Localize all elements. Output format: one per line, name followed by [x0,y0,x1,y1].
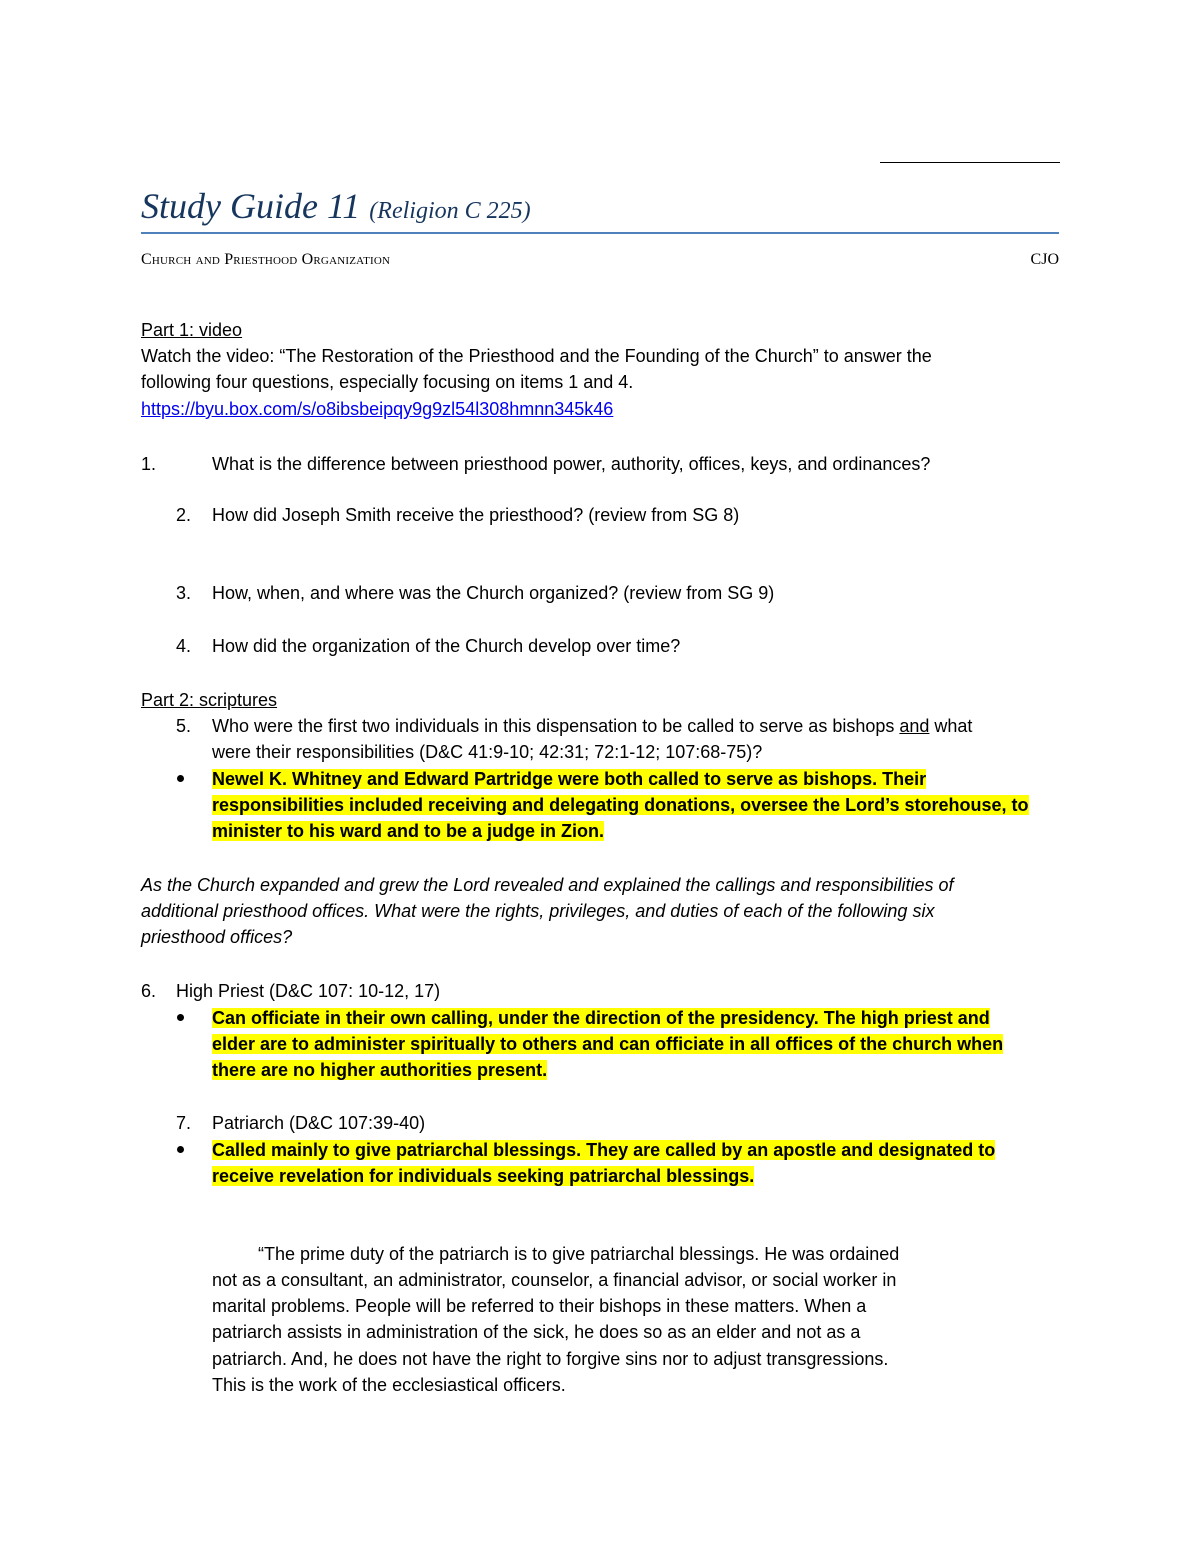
answer-line [212,1033,1003,1055]
answer-line [212,820,604,842]
quote-line: “The prime duty of the patriarch is to give patriarchal blessings. He was ordained [258,1244,900,1264]
answer-line [212,1139,995,1161]
part1-label: Part 1: video [141,320,243,340]
question-number: 3. [176,583,192,603]
question-text: were their responsibilities (D&C 41:9-10; 42:31; 72:1-12; 107:68-75)? [212,742,763,762]
answer-line [212,794,1029,816]
answer-highlight: Called mainly to give patriarchal blessings. They are called by an apostle and designated to [212,1140,996,1160]
intro-line: additional priesthood offices. What were the rights, privileges, and duties of each of the following six [141,901,935,921]
question-number: 6. [141,981,157,1001]
answer-highlight: elder are to administer spiritually to others and can officiate in all offices of the church when [212,1034,1004,1054]
quote-line: This is the work of the ecclesiastical officers. [212,1375,566,1395]
answer-highlight: receive revelation for individuals seeking patriarchal blessings. [212,1166,755,1186]
page-title [141,184,531,233]
answer-highlight: Newel K. Whitney and Edward Partridge were both called to serve as bishops. Their [212,769,927,789]
answer-line [212,1165,754,1187]
quote-line: patriarch assists in administration of the sick, he does so as an elder and not as a [212,1322,861,1342]
question-text: How did Joseph Smith receive the priesthood? (review from SG 8) [212,505,740,525]
question-text [212,715,972,737]
question-number: 4. [176,636,192,656]
section-heading: Church and Priesthood Organization [141,251,391,268]
question-number: 7. [176,1113,192,1133]
part1-instruction-line: Watch the video: “The Restoration of the Priesthood and the Founding of the Church” to answer the [141,346,932,366]
author-initials: CJO [1030,251,1059,268]
answer-line [212,768,926,790]
video-link[interactable]: https://byu.box.com/s/o8ibsbeipqy9g9zl54l308hmnn345k46 [141,399,614,419]
quote-line: marital problems. People will be referred to their bishops in these matters. When a [212,1296,867,1316]
q5-text-underlined: and [899,716,930,736]
question-number: 5. [176,716,192,736]
question-text: What is the difference between priesthood power, authority, offices, keys, and ordinances? [212,454,931,474]
intro-line: As the Church expanded and grew the Lord revealed and explained the callings and responsibilities of [141,875,954,895]
title-main: Study Guide 11 [141,186,361,226]
intro-line: priesthood offices? [141,927,293,947]
question-text: How, when, and where was the Church organized? (review from SG 9) [212,583,775,603]
bullet-icon [177,1014,184,1021]
question-text: Patriarch (D&C 107:39-40) [212,1113,426,1133]
question-number: 2. [176,505,192,525]
quote-line: not as a consultant, an administrator, counselor, a financial advisor, or social worker in [212,1270,897,1290]
part1-instruction-line: following four questions, especially focusing on items 1 and 4. [141,372,634,392]
part2-label: Part 2: scriptures [141,690,278,710]
answer-line [212,1007,990,1029]
quote-line: patriarch. And, he does not have the right to forgive sins nor to adjust transgressions. [212,1349,889,1369]
title-divider [141,232,1059,234]
title-subtitle: (Religion C 225) [369,198,531,224]
answer-highlight: responsibilities included receiving and delegating donations, oversee the Lord’s storehouse, to [212,795,1029,815]
q5-text-a: Who were the first two individuals in this dispensation to be called to serve as bishops [212,716,900,736]
question-text: High Priest (D&C 107: 10-12, 17) [176,981,441,1001]
q5-text-b: what [929,716,973,736]
question-text: How did the organization of the Church develop over time? [212,636,681,656]
answer-line [212,1059,547,1081]
bullet-icon [177,775,184,782]
question-number: 1. [141,454,157,474]
answer-highlight: there are no higher authorities present. [212,1060,548,1080]
name-blank-line [880,162,1060,163]
answer-highlight: minister to his ward and to be a judge in Zion. [212,821,605,841]
answer-highlight: Can officiate in their own calling, under the direction of the presidency. The high priest and [212,1008,990,1028]
bullet-icon [177,1146,184,1153]
